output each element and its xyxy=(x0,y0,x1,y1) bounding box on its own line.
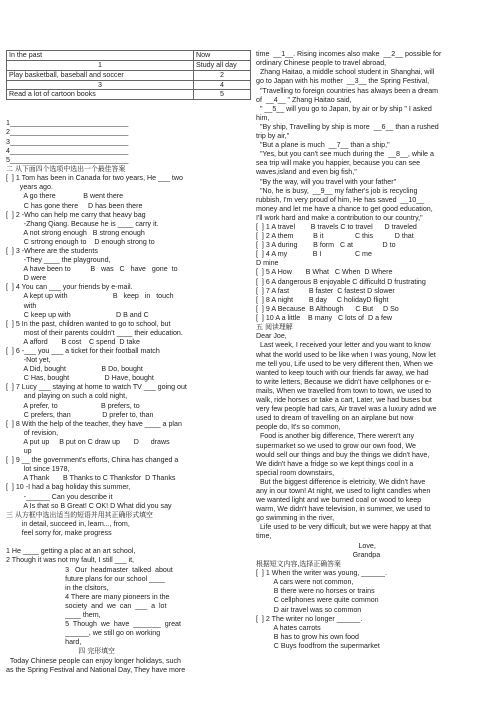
left-text-line: most of their parents couldn't ____ their education. xyxy=(6,328,183,337)
left-text-line: A put up B put on C draw up D draws xyxy=(6,437,170,446)
right-text-line: mails, When we travelled from town to town, we used to xyxy=(256,386,432,395)
left-text-line: 1______________________________ xyxy=(6,119,129,128)
right-text-line: [ ] 1 When the writer was young, ______. xyxy=(256,569,387,578)
right-text-line: of __4__ " Zhang Haitao said, xyxy=(256,95,352,104)
left-text-line: 4 There are many pioneers in the xyxy=(6,592,170,601)
right-text-line: rubbish, I'm very proud of him, He has saved __10__ xyxy=(256,195,425,204)
right-text-line: supermarket so we used to grow our own food, We xyxy=(256,441,416,450)
right-text-line: "But a plane is much __7__ than a ship," xyxy=(256,141,390,150)
left-text-line: with xyxy=(6,301,37,310)
right-text-line: [ ] 2 A them B it C this D that xyxy=(256,232,414,241)
left-text-line: 1 He ____ getting a plac at an art school, xyxy=(6,547,136,556)
table-row xyxy=(7,90,251,100)
right-text-line: money and let me have a chance to get good education, xyxy=(256,204,433,213)
section-heading: 三 从方框中选出适当的短语并用其正确形式填空 xyxy=(6,510,153,519)
right-text-line: "By the way, will you travel with your father" xyxy=(256,177,397,186)
left-text-line: C has gone there D has been there xyxy=(6,201,143,210)
right-text-line: what the world used to be like when I was young, Now let xyxy=(256,350,436,359)
left-text-lines xyxy=(6,119,250,675)
left-text-line: of revision, xyxy=(6,428,59,437)
right-text-line: "By ship, Travelling by ship is more __6__ than a rushed xyxy=(256,122,439,131)
left-text-line: 4______________________________ xyxy=(6,146,129,155)
left-text-line: Today Chinese people can enjoy longer holidays, such xyxy=(6,656,181,665)
table-cell: 2 xyxy=(194,70,251,80)
right-text-line: We didn't have a fridge so we kept things cool in a xyxy=(256,459,414,468)
right-text-line: Last week, I received your letter and you want to know xyxy=(256,341,431,350)
left-text-line: up xyxy=(6,447,32,456)
right-text-line: [ ] 9 A Because B Although C But D So xyxy=(256,304,399,313)
left-text-line: [ ] 8 With the help of the teacher, they have ____ a plan xyxy=(6,419,182,428)
left-text-line xyxy=(6,538,250,547)
left-text-line: A Did, bought B Do, bought xyxy=(6,365,143,374)
past-now-table xyxy=(6,50,251,100)
left-text-line: C keep up with D B and C xyxy=(6,310,149,319)
right-text-line: But the biggest difference is eletricity, We didn't have xyxy=(256,477,426,486)
right-text-line: very few people had cars, Air travel was a luxury adnd we xyxy=(256,405,437,414)
left-text-line: D were xyxy=(6,274,47,283)
left-text-line: [ ] 7 Lucy ___ staying at home to watch TV ___ going out xyxy=(6,383,187,392)
left-text-line: and playing on such a cold night, xyxy=(6,392,128,401)
right-text-line: walk, ride horses or take a cart, Later, we had buses but xyxy=(256,396,432,405)
left-text-line: -Not yet, xyxy=(6,356,51,365)
left-text-line: 5______________________________ xyxy=(6,155,129,164)
table-cell: 4 xyxy=(194,80,251,90)
right-text-line: A cars were not common, xyxy=(256,578,354,587)
table-row xyxy=(7,60,251,70)
right-text-line: used to dream of travelling on an airplane but now xyxy=(256,414,414,423)
right-text-line: ordinary Chinese people to travel abroad, xyxy=(256,59,387,68)
left-text-line: A kept up with B keep in touch xyxy=(6,292,174,301)
right-text-line: time, xyxy=(256,532,272,541)
left-text-line: 3 Our headmaster talked about xyxy=(6,565,173,574)
right-text-line: [ ] 8 A night B day C holidayD flight xyxy=(256,295,389,304)
right-text-line: Zhang Haitao, a middle school student in Shanghai, will xyxy=(256,68,435,77)
left-text-line: [ ] 9 __ the government's efforts, China has changed a xyxy=(6,456,179,465)
right-text-line: time __1__. Rising incomes also make __2__ possible for xyxy=(256,50,442,59)
right-text-line: [ ] 10 A a little B many C lots of D a few xyxy=(256,313,393,322)
left-text-line: ____ them, xyxy=(6,611,101,620)
right-text-line: sea trip will make you happier, because you can see xyxy=(256,159,421,168)
left-text-line: 3______________________________ xyxy=(6,137,129,146)
right-text-line: A hates carrots xyxy=(256,623,321,632)
left-text-line: future plans for our school ____ xyxy=(6,574,165,583)
left-text-line: [ ] 5 In the past, children wanted to go to school, but xyxy=(6,319,171,328)
table-header-cell: Now xyxy=(194,51,251,61)
right-text-line: special room downstairs, xyxy=(256,468,335,477)
table-cell: 3 xyxy=(7,80,194,90)
left-text-line: society and we can ___ a lot xyxy=(6,601,167,610)
left-text-line: A Is that so B Great! C OK! D What did you say xyxy=(6,501,172,510)
right-text-line: C cellphones were quite common xyxy=(256,596,379,605)
left-text-line: A afford B cost C spend D take xyxy=(6,337,140,346)
right-text-line: him, xyxy=(256,113,270,122)
table-cell: 1 xyxy=(7,60,194,70)
left-text-line: -They ____ the playground, xyxy=(6,256,111,265)
right-text-line: Grandpa xyxy=(256,550,381,559)
left-text-line: 2 Though it was not my fault, I still ___ it, xyxy=(6,556,135,565)
right-text-line: we wanted light and we burned coal or wood to keep xyxy=(256,496,422,505)
right-text-line: D mine xyxy=(256,259,279,268)
left-text-line: A go there B went there xyxy=(6,192,124,201)
left-text-line: [ ] 2 -Who can help me carry that heavy bag xyxy=(6,210,146,219)
right-text-line: "No, he is busy, __9__ my father's job is recycling xyxy=(256,186,418,195)
right-text-line: Food is another big difference, There weren't any xyxy=(256,432,415,441)
left-text-line: in detail, succeed in, learn..., from, xyxy=(6,520,130,529)
right-text-line: [ ] 4 A my B I C me xyxy=(256,250,372,259)
right-text-line: B has to grow his own food xyxy=(256,632,359,641)
left-text-line: C prefers, than D prefer to, than xyxy=(6,410,154,419)
section-heading: 二 从下面四个选项中选出一个最佳答案 xyxy=(6,164,126,173)
table-row xyxy=(7,70,251,80)
left-text-line: [ ] 3 -Where are the students xyxy=(6,246,98,255)
right-text-line: Dear Joe, xyxy=(256,332,287,341)
section-heading: 五 阅读理解 xyxy=(256,323,293,331)
left-text-line: ______, we still go on working xyxy=(6,629,161,638)
right-text-line: B there were no horses or trains xyxy=(256,587,375,596)
left-text-line: A Thank B Thanks to C Thanksfor D Thanks xyxy=(6,474,176,483)
table-header-cell: In the past xyxy=(7,51,194,61)
right-text-line: "Yes, but you can't see much during the __8__, while a xyxy=(256,150,434,159)
right-text-line: [ ] 6 A dangerous B enjoyable C difficultd D frustrating xyxy=(256,277,426,286)
left-text-line: in the clsitors, xyxy=(6,583,109,592)
left-text-line: 2______________________________ xyxy=(6,128,129,137)
left-text-line: -______ Can you describe it xyxy=(6,492,113,501)
right-text-line: D air travel was so common xyxy=(256,605,362,614)
left-text-line: 5 Though we have _______ great xyxy=(6,620,181,629)
table-cell: Study all day xyxy=(194,60,251,70)
left-text-line: [ ] 10 -I had a bag holiday this summer, xyxy=(6,483,131,492)
left-text-line: -Zhang Qiang. Because he is ____ carry it. xyxy=(6,219,159,228)
section-heading: 根据短文内容,选择正确答案 xyxy=(256,559,341,568)
right-text-line: Love, xyxy=(256,541,376,550)
left-text-line: years ago. xyxy=(6,183,53,192)
left-column xyxy=(6,32,250,693)
right-text-line: go to Japan with his mother __3__ the Spring Festival, xyxy=(256,77,430,86)
left-text-line: A have been to B was C have gone to xyxy=(6,265,178,274)
right-text-line: " __5__ will you go to Japan, by air or by ship " I asked xyxy=(256,104,432,113)
left-text-line: [ ] 4 You can ___ your friends by e-mail. xyxy=(6,283,133,292)
right-text-line: would sell our things and buy the things we didn't have, xyxy=(256,450,430,459)
right-text-line: [ ] 7 A fast B faster C fastest D slower xyxy=(256,286,395,295)
right-text-line: [ ] 1 A travel B travels C to travel D traveled xyxy=(256,222,417,231)
right-text-line: me tell you, Life used to be very different then, When we xyxy=(256,359,433,368)
right-text-line: go swimming in the river, xyxy=(256,514,335,523)
table-cell: 5 xyxy=(194,90,251,100)
left-text-line: lot since 1978, xyxy=(6,465,70,474)
right-text-line: to write letters, Because we didn't have cellphones or e- xyxy=(256,377,432,386)
right-text-line: trip by air," xyxy=(256,132,290,141)
table-header-row xyxy=(7,51,251,61)
left-text-line: C srtrong enough to D enough strong to xyxy=(6,237,155,246)
right-text-line: [ ] 2 The writer no longer ______. xyxy=(256,614,363,623)
right-text-lines xyxy=(256,50,496,651)
left-text-line: feel sorry for, make progress xyxy=(6,529,112,538)
left-text-line: hard, xyxy=(6,638,82,647)
section-heading: 四 完形填空 xyxy=(6,647,115,656)
left-text-line: A prefer, to B prefers, to xyxy=(6,401,140,410)
right-text-line: waves,island and even big fish," xyxy=(256,168,357,177)
table-cell: Read a lot of cartoon books xyxy=(7,90,194,100)
right-text-line: "Travelling to foreign countries has always been a dream xyxy=(256,86,439,95)
right-text-line: [ ] 3 A during B form C at D to xyxy=(256,241,396,250)
left-text-line: [ ] 6 -___ you ___ a ticket for their football match xyxy=(6,347,160,355)
right-text-line: any in our town! At night, we used to light candles when xyxy=(256,486,431,495)
right-text-line: Life used to be very difficult, but we were happy at that xyxy=(256,523,431,532)
right-text-line: [ ] 5 A How B What C When D Where xyxy=(256,268,393,277)
right-text-line: C Buys foodfrom the supermarket xyxy=(256,641,380,650)
table-row xyxy=(7,80,251,90)
right-text-line: wanted to keep touch with our friends far away, we had xyxy=(256,368,429,377)
left-text-line: A not strong enough B strong enough xyxy=(6,228,145,237)
left-text-line: [ ] 1 Tom has been in Canada for two years, He ___ two xyxy=(6,174,183,183)
right-text-line: people do, It's so common, xyxy=(256,423,341,432)
left-text-line: as the Spring Festival and National Day, They have more xyxy=(6,665,186,674)
right-text-line: I'll work hard and make a contribution to our country," xyxy=(256,213,423,222)
right-text-line: warm, We didn't have television, in summer, we used to xyxy=(256,505,431,514)
table-cell: Play basketball, baseball and soccer xyxy=(7,70,194,80)
left-text-line: C Has, bought D Have, bought xyxy=(6,374,154,383)
right-column xyxy=(256,32,496,669)
